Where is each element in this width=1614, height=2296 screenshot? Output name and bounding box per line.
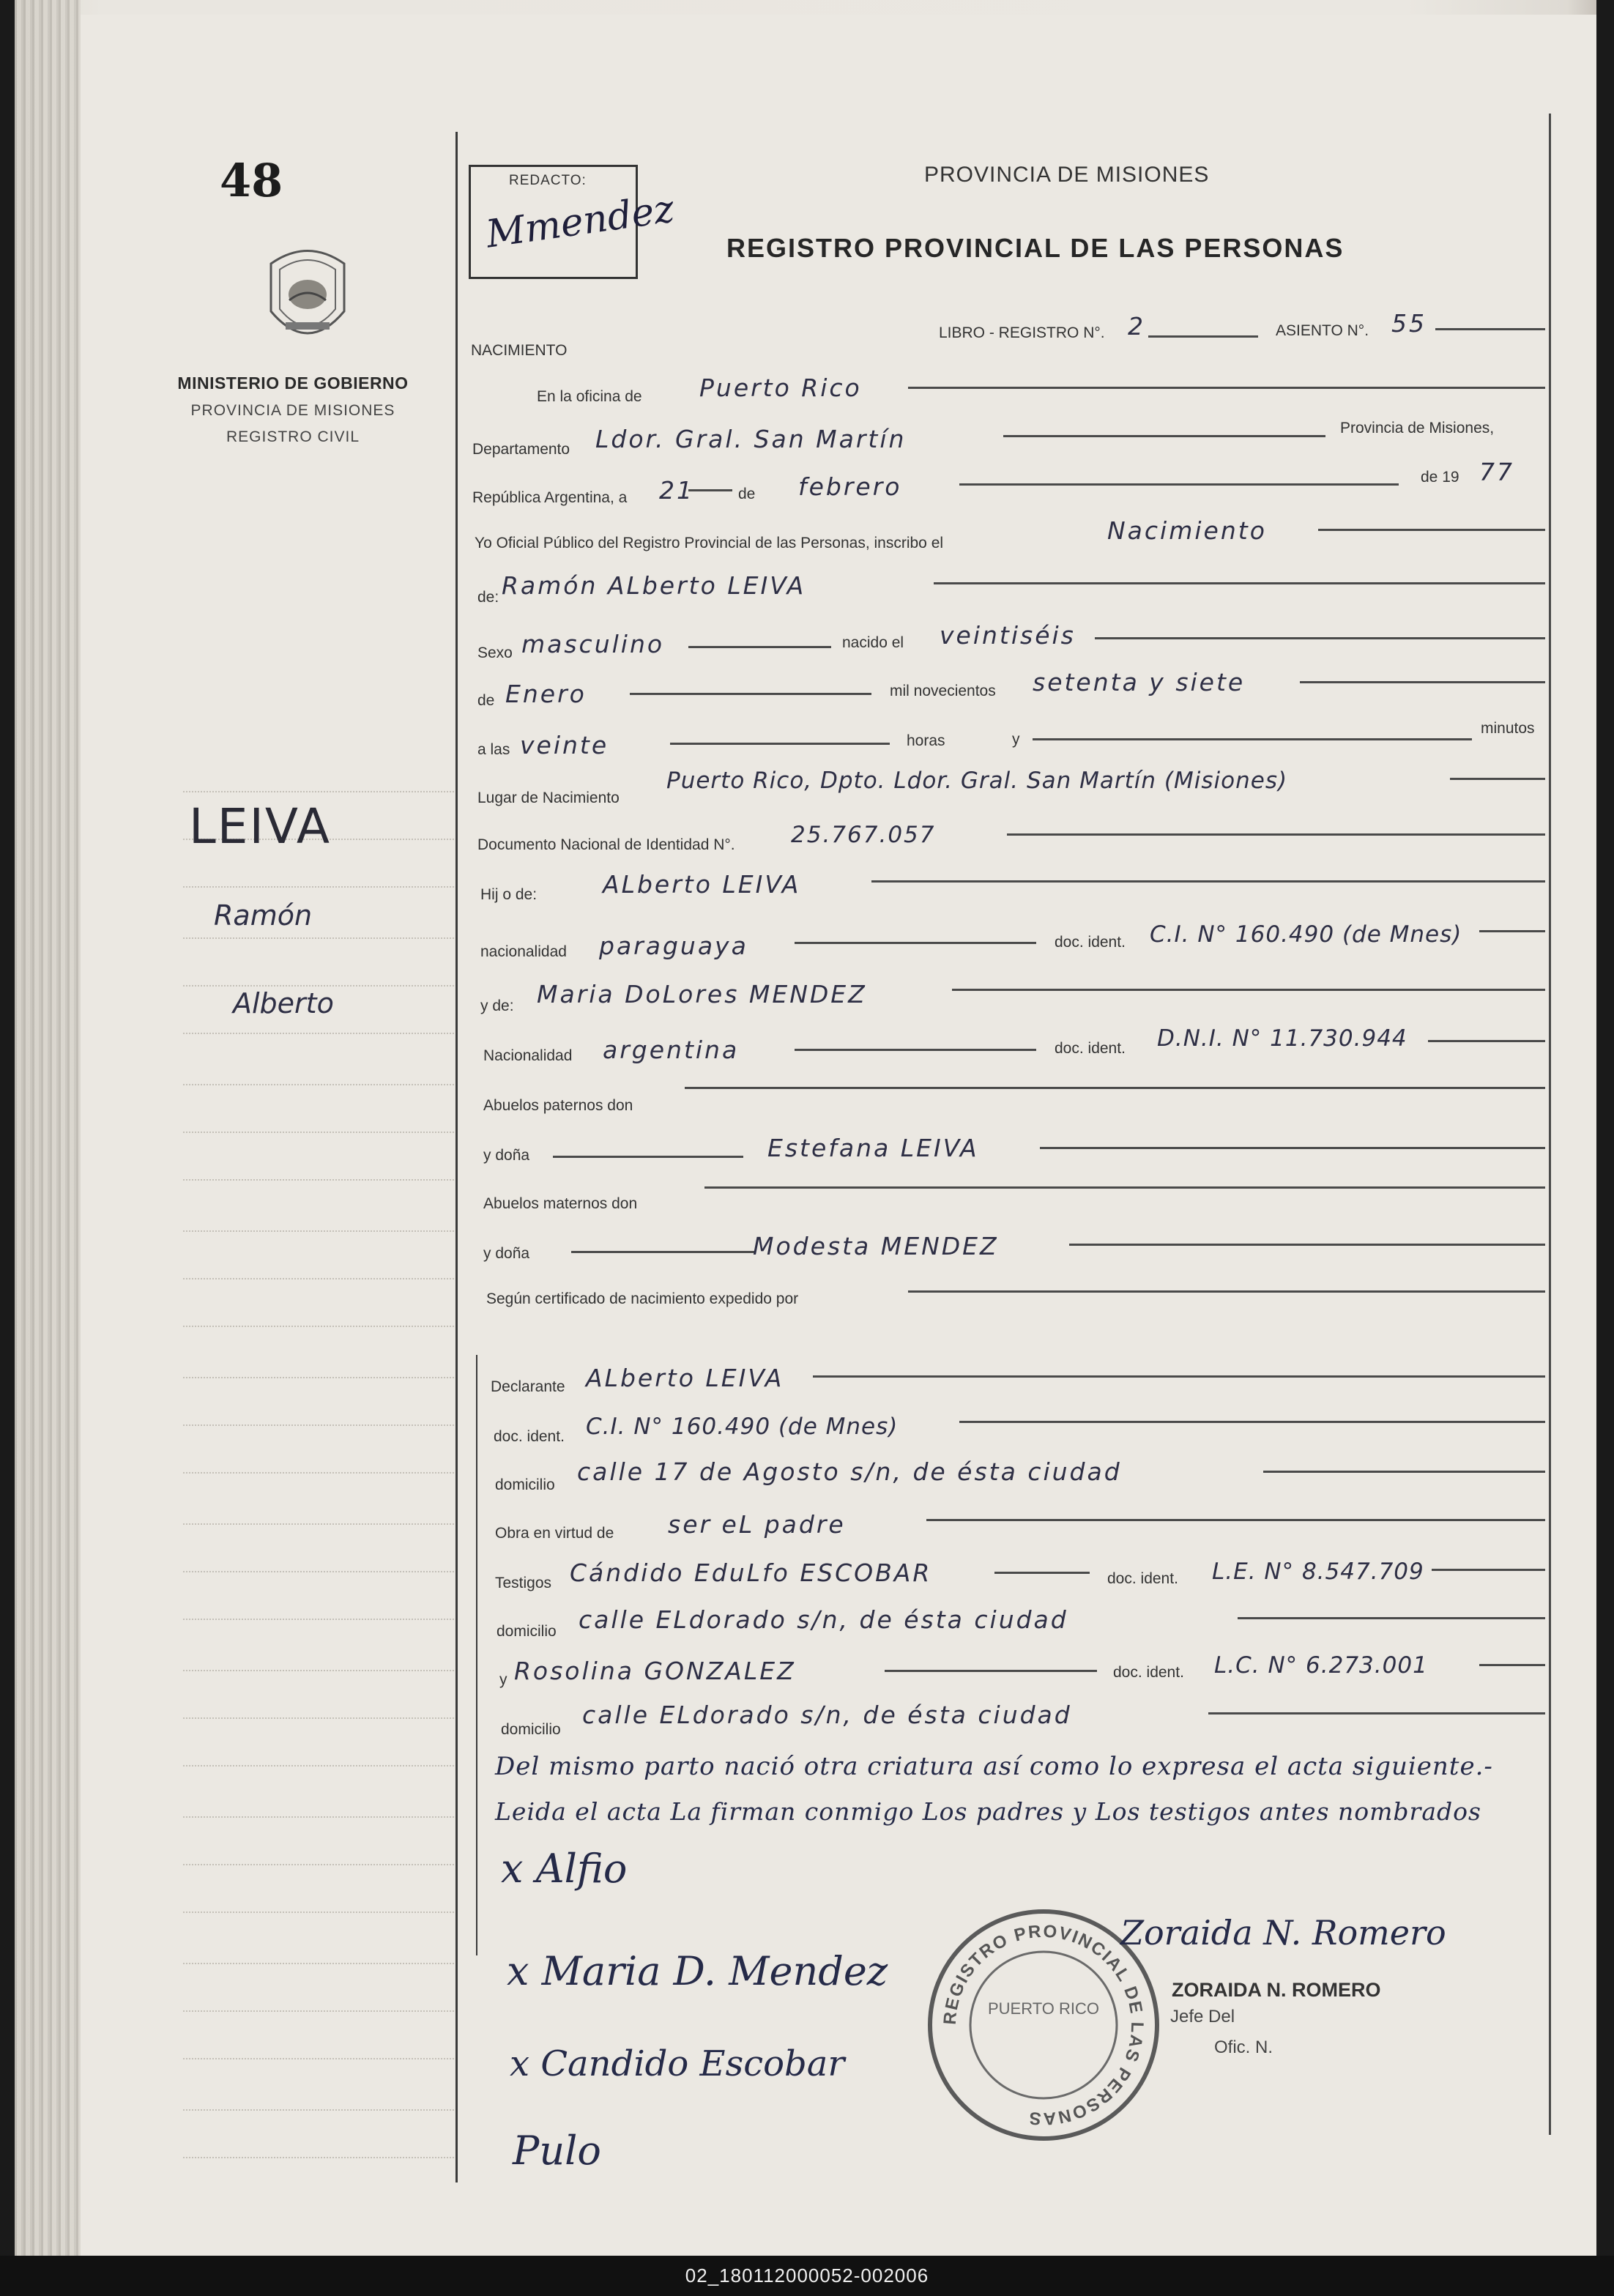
madre-label: y de: <box>480 997 514 1014</box>
obra-label: Obra en virtud de <box>495 1525 614 1542</box>
libro-value: 2 <box>1128 312 1145 341</box>
signature-mother: x Maria D. Mendez <box>507 1948 888 1994</box>
ministry-title: MINISTERIO DE GOBIERNO <box>177 374 409 393</box>
redacto-label: REDACTO: <box>509 173 587 188</box>
nombre-label: de: <box>477 589 499 606</box>
testigo1-value: Cándido EduLfo ESCOBAR <box>570 1558 932 1587</box>
nac-madre-label: Nacionalidad <box>483 1047 573 1064</box>
acto-value: Nacimiento <box>1107 516 1267 545</box>
horas-value: veinte <box>520 731 609 759</box>
nac-padre-value: paraguaya <box>599 932 748 960</box>
departamento-label: Departamento <box>472 441 570 458</box>
abuelos-maternos-label: Abuelos maternos don <box>483 1195 638 1212</box>
seal-inner-text: PUERTO RICO <box>988 1999 1099 2018</box>
official-office: Ofic. N. <box>1214 2037 1273 2057</box>
dni-value: 25.767.057 <box>791 822 936 848</box>
domicilio-label: domicilio <box>495 1476 555 1493</box>
sexo-value: masculino <box>521 630 665 658</box>
abuela-materna-value: Modesta MENDEZ <box>753 1232 999 1260</box>
y-label: y <box>1012 731 1020 748</box>
mes-nac-value: Enero <box>505 680 587 708</box>
madre-value: Maria DoLores MENDEZ <box>537 980 867 1008</box>
page-number: 48 <box>220 154 283 207</box>
abuela-paterna-value: Estefana LEIVA <box>767 1134 979 1162</box>
province-heading: PROVINCIA DE MISIONES <box>924 163 1210 187</box>
doc-madre-label: doc. ident. <box>1055 1040 1126 1057</box>
asiento-label: ASIENTO N°. <box>1276 322 1369 339</box>
anio-prefix: de 19 <box>1421 469 1459 486</box>
mes-nac-label: de <box>477 692 495 709</box>
seal-ring-text: REGISTRO PROVINCIAL DE LAS PERSONAS <box>940 1921 1148 2129</box>
margin-second-name: Alberto <box>233 987 334 1019</box>
book-binding <box>15 0 81 2256</box>
y-testigo2-label: y <box>499 1671 507 1688</box>
note-line-1: Del mismo parto nació otra criatura así como lo expresa el acta siguiente.- <box>495 1752 1493 1781</box>
doc-testigo1-label: doc. ident. <box>1107 1570 1178 1587</box>
declarante-label: Declarante <box>491 1378 565 1395</box>
margin-first-name: Ramón <box>214 899 313 932</box>
note-line-2: Leida el acta La firman conmigo Los padres y Los testigos antes nombrados <box>495 1797 1481 1826</box>
lugar-value: Puerto Rico, Dpto. Ldor. Gral. San Martín (Misiones) <box>666 768 1288 794</box>
horas-label: horas <box>907 732 945 749</box>
declarante-value: ALberto LEIVA <box>586 1364 784 1392</box>
ministry-office: REGISTRO CIVIL <box>226 428 360 445</box>
testigos-label: Testigos <box>495 1575 552 1591</box>
doc-padre-label: doc. ident. <box>1055 934 1126 951</box>
signature-witness-2: Pulo <box>513 2128 601 2174</box>
signature-father: x Alfio <box>501 1846 628 1892</box>
coat-of-arms-icon <box>256 242 359 359</box>
nac-padre-label: nacionalidad <box>480 943 567 960</box>
nac-madre-value: argentina <box>603 1036 740 1064</box>
signature-witness: x Candido Escobar <box>510 2043 845 2084</box>
redacto-signature: Mmendez <box>483 187 677 257</box>
official-signature: Zoraida N. Romero <box>1120 1913 1446 1953</box>
section-label: NACIMIENTO <box>471 342 568 359</box>
dni-label: Documento Nacional de Identidad N°. <box>477 836 735 853</box>
doc-declarante-value: C.I. N° 160.490 (de Mnes) <box>586 1413 899 1440</box>
redacto-box <box>469 165 677 279</box>
domicilio-t2-value: calle ELdorado s/n, de ésta ciudad <box>582 1701 1072 1729</box>
sexo-label: Sexo <box>477 644 513 661</box>
abuela-materna-label: y doña <box>483 1245 530 1262</box>
doc-testigo2-value: L.C. N° 6.273.001 <box>1214 1652 1428 1679</box>
de-label: de <box>738 486 756 502</box>
oficina-value: Puerto Rico <box>699 374 862 402</box>
ministry-province: PROVINCIA DE MISIONES <box>190 402 395 419</box>
obra-value: ser eL padre <box>668 1510 846 1539</box>
doc-declarante-label: doc. ident. <box>494 1428 565 1445</box>
hijo-label: Hij o de: <box>480 886 538 903</box>
doc-padre-value: C.I. N° 160.490 (de Mnes) <box>1150 921 1462 948</box>
official-title: Jefe Del <box>1170 2007 1235 2026</box>
domicilio-t1-label: domicilio <box>497 1623 557 1640</box>
minutos-label: minutos <box>1481 720 1535 737</box>
libro-label: LIBRO - REGISTRO N°. <box>939 324 1105 341</box>
departamento-value: Ldor. Gral. San Martín <box>595 425 907 453</box>
republica-label: República Argentina, a <box>472 489 628 506</box>
doc-madre-value: D.N.I. N° 11.730.944 <box>1157 1025 1407 1052</box>
inner-divider <box>476 1355 477 1955</box>
registry-heading: REGISTRO PROVINCIAL DE LAS PERSONAS <box>726 233 1345 263</box>
nacido-value: veintiséis <box>940 621 1076 650</box>
abuela-paterna-label: y doña <box>483 1147 530 1164</box>
anio-nac-value: setenta y siete <box>1033 668 1246 696</box>
column-divider <box>455 132 458 2182</box>
dia-value: 21 <box>659 476 694 505</box>
provincia-label: Provincia de Misiones, <box>1340 420 1495 436</box>
nacido-label: nacido el <box>842 634 904 651</box>
alas-label: a las <box>477 741 510 758</box>
nombre-value: Ramón ALberto LEIVA <box>502 571 806 600</box>
abuelos-paternos-label: Abuelos paternos don <box>483 1097 633 1114</box>
image-id-footer: 02_180112000052-002006 <box>0 2256 1614 2296</box>
mil-label: mil novecientos <box>890 683 996 699</box>
oficial-label: Yo Oficial Público del Registro Provincial de las Personas, inscribo el <box>475 535 944 551</box>
official-name: ZORAIDA N. ROMERO <box>1172 1979 1381 2001</box>
doc-testigo1-value: L.E. N° 8.547.709 <box>1212 1558 1424 1585</box>
anio-value: 77 <box>1479 458 1514 486</box>
ministry-block <box>176 374 410 446</box>
testigo2-value: Rosolina GONZALEZ <box>514 1657 796 1685</box>
domicilio-t2-label: domicilio <box>501 1721 561 1738</box>
segun-label: Según certificado de nacimiento expedido por <box>486 1290 799 1307</box>
mes-value: febrero <box>798 472 902 501</box>
lugar-label: Lugar de Nacimiento <box>477 790 620 806</box>
right-border <box>1549 114 1551 2135</box>
asiento-value: 55 <box>1391 309 1427 338</box>
padre-value: ALberto LEIVA <box>603 870 801 899</box>
doc-testigo2-label: doc. ident. <box>1113 1664 1184 1681</box>
domicilio-value: calle 17 de Agosto s/n, de ésta ciudad <box>577 1457 1122 1486</box>
margin-surname: LEIVA <box>189 798 332 855</box>
domicilio-t1-value: calle ELdorado s/n, de ésta ciudad <box>579 1605 1068 1634</box>
oficina-label: En la oficina de <box>537 388 642 405</box>
